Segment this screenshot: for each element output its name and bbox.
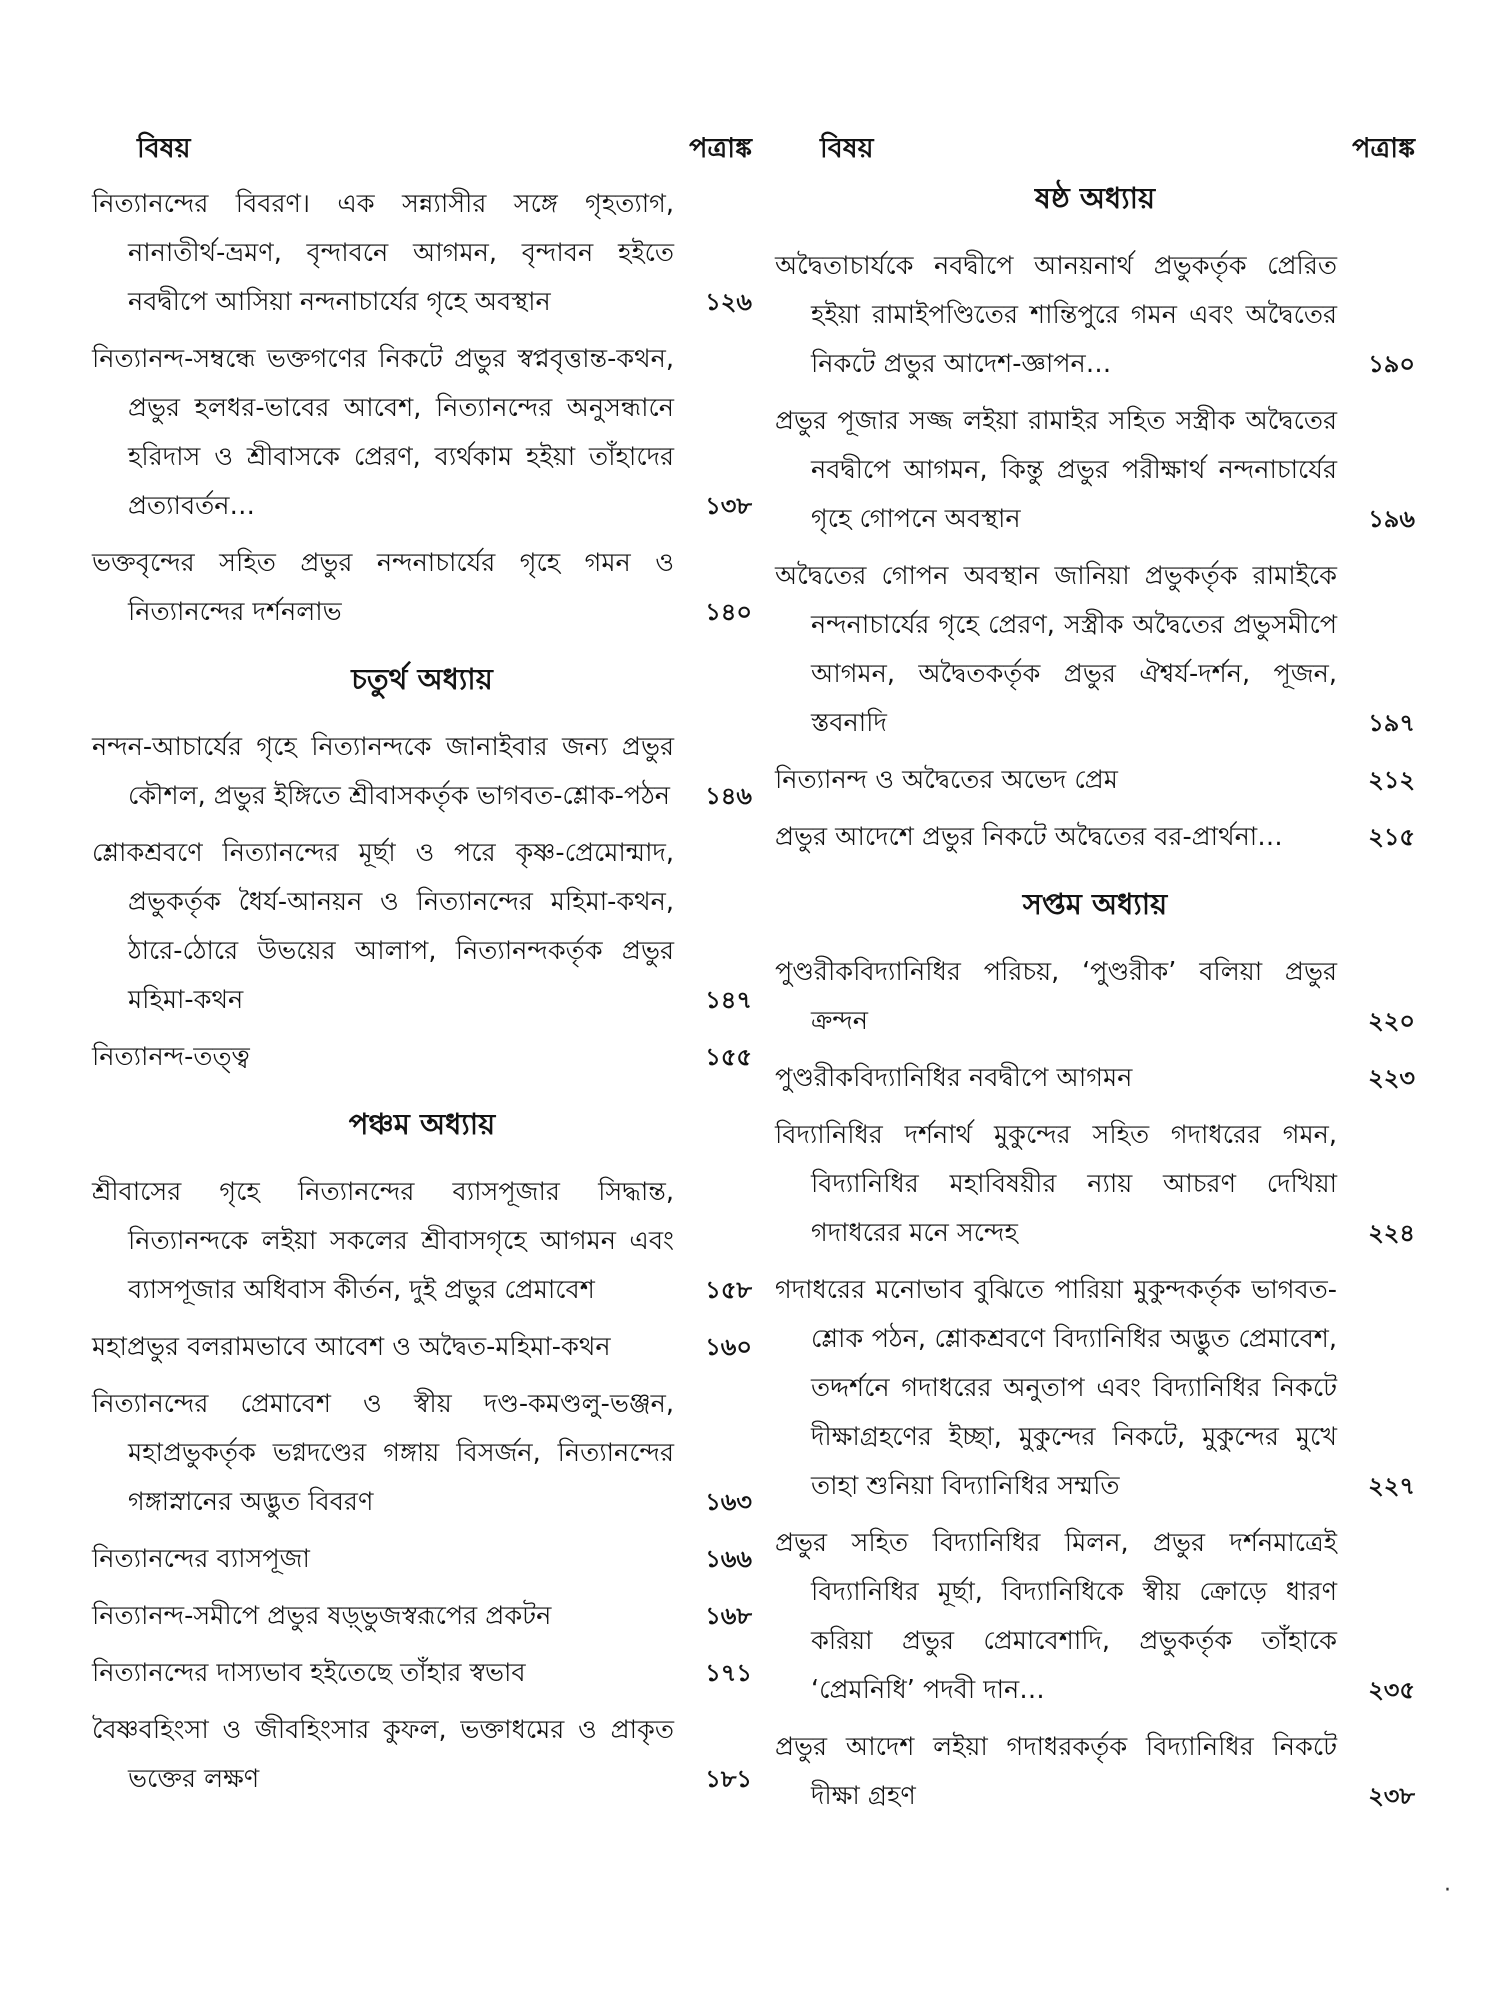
toc-entry (775, 397, 1415, 544)
toc-entry-page-number: ১৭১ (705, 1659, 752, 1687)
toc-entry-text: নিত্যানন্দের বিবরণ। এক সন্ন্যাসীর সঙ্গে গৃহত্যাগ, নানাতীর্থ-ভ্রমণ, বৃন্দাবনে আগমন, বৃন্দাবন হইতে নবদ্বীপে আসিয়া নন্দনাচার্যের গৃহে অবস্থান (92, 189, 674, 317)
toc-entry-text: বৈষ্ণবহিংসা ও জীবহিংসার কুফল, ভক্তাধমের ও প্রাকৃত ভক্তের লক্ষণ (92, 1715, 674, 1794)
toc-entry-text: শ্লোকশ্রবণে নিত্যানন্দের মূর্ছা ও পরে কৃষ্ণ-প্রেমোন্মাদ, প্রভুকর্তৃক ধৈর্য-আনয়ন ও নিত্যানন্দের মহিমা-কথন, ঠারে-ঠোরে উভয়ের আলাপ, নিত্যানন্দকর্তৃক প্রভুর মহিমা-কথন (92, 838, 674, 1015)
toc-entry-page-number: ২২০ (1368, 1007, 1415, 1035)
toc-entry-page-number: ১৪০ (705, 598, 752, 626)
toc-entry (775, 1111, 1415, 1258)
toc-entry (775, 1519, 1415, 1715)
toc-entry-page-number: ১৯০ (1368, 350, 1415, 378)
chapter-heading: পঞ্চম অধ্যায় (348, 1107, 496, 1141)
toc-entry (92, 829, 752, 1025)
toc-entry-page-number: ১৬৮ (705, 1602, 752, 1630)
toc-entry-page-number: ১৬৩ (705, 1488, 752, 1516)
chapter-heading: চতুর্থ অধ্যায় (351, 662, 493, 696)
toc-entry (775, 948, 1415, 1046)
toc-column-right (775, 128, 1415, 1829)
toc-entry-page-number: ১৩৮ (705, 492, 752, 520)
toc-entry-text: প্রভুর আদেশ লইয়া গদাধরকর্তৃক বিদ্যানিধির নিকটে দীক্ষা গ্রহণ (775, 1732, 1337, 1811)
toc-entry-text: শ্রীবাসের গৃহে নিত্যানন্দের ব্যাসপূজার সিদ্ধান্ত, নিত্যানন্দকে লইয়া সকলের শ্রীবাসগৃহে আগমন এবং ব্যাসপূজার অধিবাস কীর্তন, দুই প্রভুর প্রেমাবেশ (92, 1177, 674, 1305)
toc-entry-text: নিত্যানন্দ-সমীপে প্রভুর ষড়্‌ভুজস্বরূপের প্রকটন (92, 1601, 552, 1631)
toc-entry (92, 723, 752, 821)
toc-entry (775, 813, 1415, 862)
page-number-heading: পত্রাঙ্ক (1352, 133, 1415, 164)
subject-heading: বিষয় (820, 133, 874, 164)
toc-entry (775, 1054, 1415, 1103)
toc-entry-page-number: ১৬০ (705, 1333, 752, 1361)
toc-entry-page-number: ১৫৮ (705, 1276, 752, 1304)
toc-entry-page-number: ১৯৭ (1368, 709, 1415, 737)
toc-entry-page-number: ২২৭ (1368, 1472, 1415, 1500)
column-header (775, 128, 1415, 180)
toc-entry (92, 1649, 752, 1698)
toc-entry (92, 1592, 752, 1641)
toc-entry (92, 539, 752, 637)
toc-entry-text: প্রভুর পূজার সজ্জ লইয়া রামাইর সহিত সস্ত্রীক অদ্বৈতের নবদ্বীপে আগমন, কিন্তু প্রভুর পরীক্ষার্থ নন্দনাচার্যের গৃহে গোপনে অবস্থান (775, 406, 1337, 534)
toc-entry (92, 335, 752, 531)
toc-entries (92, 180, 752, 1804)
toc-entry-page-number: ১৮১ (705, 1765, 752, 1793)
toc-entry-page-number: ২৩৫ (1368, 1676, 1415, 1704)
toc-entry (775, 756, 1415, 805)
toc-entry-text: নিত্যানন্দের দাস্যভাব হইতেছে তাঁহার স্বভাব (92, 1658, 526, 1688)
stray-dot-mark: · (1444, 1878, 1451, 1903)
toc-entry-text: নিত্যানন্দ ও অদ্বৈতের অভেদ প্রেম (775, 765, 1118, 795)
toc-entry-text: নিত্যানন্দের ব্যাসপূজা (92, 1544, 310, 1574)
toc-entry-text: প্রভুর সহিত বিদ্যানিধির মিলন, প্রভুর দর্শনমাত্রেই বিদ্যানিধির মূর্ছা, বিদ্যানিধিকে স্বীয় ক্রোড়ে ধারণ করিয়া প্রভুর প্রেমাবেশাদি, প্রভুকর্তৃক তাঁহাকে ‘প্রেমনিধি’ পদবী দান… (775, 1528, 1337, 1705)
toc-entry-text: নিত্যানন্দ-তত্ত্ব (92, 1042, 250, 1072)
toc-entry-text: নিত্যানন্দ-সম্বন্ধে ভক্তগণের নিকটে প্রভুর স্বপ্নবৃত্তান্ত-কথন, প্রভুর হলধর-ভাবের আবেশ, নিত্যানন্দের অনুসন্ধানে হরিদাস ও শ্রীবাসকে প্রেরণ, ব্যর্থকাম হইয়া তাঁহাদের প্রত্যাবর্তন… (92, 344, 674, 521)
chapter-heading: সপ্তম অধ্যায় (1022, 887, 1168, 921)
toc-entry (92, 180, 752, 327)
toc-entry-page-number: ২২৩ (1368, 1064, 1415, 1092)
toc-entry (92, 1033, 752, 1082)
toc-entry (92, 1535, 752, 1584)
toc-entry-text: অদ্বৈতের গোপন অবস্থান জানিয়া প্রভুকর্তৃক রামাইকে নন্দনাচার্যের গৃহে প্রেরণ, সস্ত্রীক অদ্বৈতের প্রভুসমীপে আগমন, অদ্বৈতকর্তৃক প্রভুর ঐশ্বর্য-দর্শন, পূজন, স্তবনাদি (775, 561, 1337, 738)
toc-entry (775, 552, 1415, 748)
toc-entry-text: গদাধরের মনোভাব বুঝিতে পারিয়া মুকুন্দকর্তৃক ভাগবত-শ্লোক পঠন, শ্লোকশ্রবণে বিদ্যানিধির অদ্ভুত প্রেমাবেশ, তদ্দর্শনে গদাধরের অনুতাপ এবং বিদ্যানিধির নিকটে দীক্ষাগ্রহণের ইচ্ছা, মুকুন্দের নিকটে, মুকুন্দের মুখে তাহা শুনিয়া বিদ্যানিধির সম্মতি (775, 1275, 1337, 1501)
toc-entry-text: নন্দন-আচার্যের গৃহে নিত্যানন্দকে জানাইবার জন্য প্রভুর কৌশল, প্রভুর ইঙ্গিতে শ্রীবাসকর্তৃক ভাগবত-শ্লোক-পঠন (92, 732, 674, 811)
toc-entries (775, 180, 1415, 1821)
toc-entry-text: অদ্বৈতাচার্যকে নবদ্বীপে আনয়নার্থ প্রভুকর্তৃক প্রেরিত হইয়া রামাইপণ্ডিতের শান্তিপুরে গমন এবং অদ্বৈতের নিকটে প্রভুর আদেশ-জ্ঞাপন… (775, 251, 1337, 379)
toc-entry-page-number: ২১২ (1368, 766, 1415, 794)
subject-heading: বিষয় (137, 133, 191, 164)
toc-entry (92, 1168, 752, 1315)
toc-entry-text: পুণ্ডরীকবিদ্যানিধির নবদ্বীপে আগমন (775, 1063, 1133, 1093)
toc-entry (92, 1706, 752, 1804)
page-number-heading: পত্রাঙ্ক (689, 133, 752, 164)
toc-entry-text: প্রভুর আদেশে প্রভুর নিকটে অদ্বৈতের বর-প্রার্থনা… (775, 822, 1283, 852)
toc-entry-text: নিত্যানন্দের প্রেমাবেশ ও স্বীয় দণ্ড-কমণ্ডলু-ভঞ্জন, মহাপ্রভুকর্তৃক ভগ্নদণ্ডের গঙ্গায় বিসর্জন, নিত্যানন্দের গঙ্গাস্নানের অদ্ভুত বিবরণ (92, 1389, 674, 1517)
toc-entry-text: বিদ্যানিধির দর্শনার্থ মুকুন্দের সহিত গদাধরের গমন, বিদ্যানিধির মহাবিষয়ীর ন্যায় আচরণ দেখিয়া গদাধরের মনে সন্দেহ (775, 1120, 1337, 1248)
toc-entry-page-number: ১৫৫ (705, 1043, 752, 1071)
toc-entry-page-number: ১৪৬ (705, 782, 752, 810)
toc-entry-page-number: ১২৬ (705, 288, 752, 316)
toc-entry (775, 242, 1415, 389)
toc-entry-text: ভক্তবৃন্দের সহিত প্রভুর নন্দনাচার্যের গৃহে গমন ও নিত্যানন্দের দর্শনলাভ (92, 548, 674, 627)
toc-entry-page-number: ২৩৮ (1368, 1782, 1415, 1810)
toc-entry-page-number: ২২৪ (1368, 1219, 1415, 1247)
toc-entry-page-number: ১৯৬ (1368, 505, 1415, 533)
toc-entry-text: পুণ্ডরীকবিদ্যানিধির পরিচয়, ‘পুণ্ডরীক’ বলিয়া প্রভুর ক্রন্দন (775, 957, 1337, 1036)
column-header (92, 128, 752, 180)
toc-entry (775, 1266, 1415, 1511)
toc-column-left (92, 128, 752, 1812)
chapter-heading: ষষ্ঠ অধ্যায় (1034, 181, 1156, 215)
toc-entry-page-number: ২১৫ (1368, 823, 1415, 851)
toc-entry-page-number: ১৬৬ (705, 1545, 752, 1573)
toc-entry (775, 1723, 1415, 1821)
toc-entry (92, 1323, 752, 1372)
toc-entry-page-number: ১৪৭ (705, 986, 752, 1014)
toc-entry-text: মহাপ্রভুর বলরামভাবে আবেশ ও অদ্বৈত-মহিমা-কথন (92, 1332, 611, 1362)
toc-entry (92, 1380, 752, 1527)
